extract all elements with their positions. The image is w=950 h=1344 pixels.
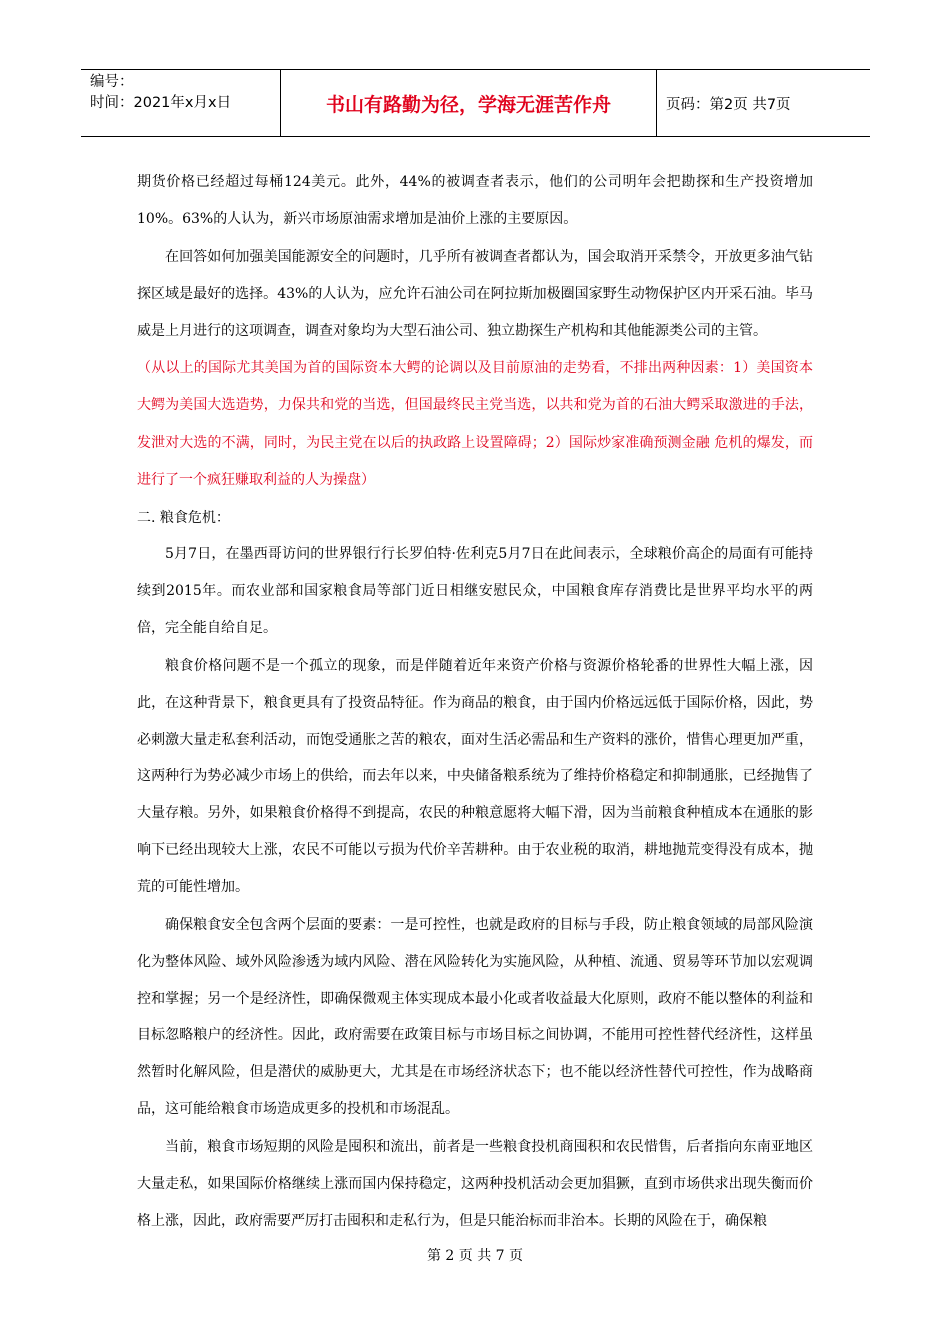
paragraph-oil-futures: 期货价格已经超过每桶124美元。此外，44%的被调查者表示，他们的公司明年会把勘探和生产投资增加10%。63%的人认为，新兴市场原油需求增加是油价上涨的主要原因。 (137, 174, 813, 227)
paragraph-grain-prices: 粮食价格问题不是一个孤立的现象，而是伴随着近年来资产价格与资源价格轮番的世界性大幅上涨，因此，在这种背景下，粮食更具有了投资品特征。作为商品的粮食，由于国内价格远远低于国际价格，因此，势必刺激大量走私套利活动，而饱受通胀之苦的粮农，面对生活必需品和生产资料的涨价，惜售心理更加严重，这两种行为势必减少市场上的供给，而去年以来，中央储备粮系统为了维持价格稳定和抑制通胀，已经抛售了大量存粮。另外，如果粮食价格得不到提高，农民的种粮意愿将大幅下滑，因为当前粮食种植成本在通胀的影响下已经出现较大上涨，农民不可能以亏损为代价辛苦耕种。由于农业税的取消，耕地抛荒变得没有成本，抛荒的可能性增加。 (137, 658, 813, 895)
section-heading-food-crisis: 二. 粮食危机： (137, 509, 230, 526)
document-body (137, 164, 813, 1240)
header-meta (81, 70, 281, 136)
paragraph-energy-security: 在回答如何加强美国能源安全的问题时，几乎所有被调查者都认为，国会取消开采禁令，开放更多油气钻探区域是最好的选择。43%的人认为，应允许石油公司在阿拉斯加极圈国家野生动物保护区内开采石油。毕马威是上月进行的这项调查，调查对象均为大型石油公司、独立勘探生产机构和其他能源类公司的主管。 (137, 249, 813, 339)
header-motto: 书山有路勤为径，学海无涯苦作舟 (281, 70, 657, 136)
document-date-label: 时间：2021年x月x日 (90, 95, 232, 111)
paragraph-food-security: 确保粮食安全包含两个层面的要素：一是可控性，也就是政府的目标与手段，防止粮食领域的局部风险演化为整体风险、域外风险渗透为域内风险、潜在风险转化为实施风险，从种植、流通、贸易等环节加以宏观调控和掌握；另一个是经济性，即确保微观主体实现成本最小化或者收益最大化原则，政府不能以整体的利益和目标忽略粮户的经济性。因此，政府需要在政策目标与市场目标之间协调，不能用可控性替代经济性，这样虽然暂时化解风险，但是潜伏的威胁更大，尤其是在市场经济状态下；也不能以经济性替代可控性，作为战略商品，这可能给粮食市场造成更多的投机和市场混乱。 (137, 917, 813, 1117)
paragraph-commentary-red: （从以上的国际尤其美国为首的国际资本大鳄的论调以及目前原油的走势看，不排出两种因素：1）美国资本大鳄为美国大选造势，力保共和党的当选，但国最终民主党当选，以共和党为首的石油大鳄采取激进的手法，发泄对大选的不满，同时，为民主党在以后的执政路上设置障碍；2）国际炒家准确预测金融 危机的爆发，而进行了一个疯狂赚取利益的人为操盘） (137, 359, 813, 489)
document-number-label: 编号： (90, 74, 134, 90)
page-header (81, 69, 870, 137)
paragraph-world-bank: 5月7日，在墨西哥访问的世界银行行长罗伯特·佐利克5月7日在此间表示，全球粮价高企的局面有可能持续到2015年。而农业部和国家粮食局等部门近日相继安慰民众，中国粮食库存消费比是世界平均水平的两倍，完全能自给自足。 (137, 546, 813, 636)
paragraph-market-risk: 当前，粮食市场短期的风险是囤积和流出，前者是一些粮食投机商囤积和农民惜售，后者指向东南亚地区大量走私，如果国际价格继续上涨而国内保持稳定，这两种投机活动会更加猖獗，直到市场供求出现失衡而价格上涨，因此，政府需要严厉打击囤积和走私行为，但是只能治标而非治本。长期的风险在于，确保粮 (137, 1139, 813, 1229)
header-page-number: 页码：第2页 共7页 (666, 96, 791, 113)
page-footer: 第 2 页 共 7 页 (426, 1248, 524, 1264)
